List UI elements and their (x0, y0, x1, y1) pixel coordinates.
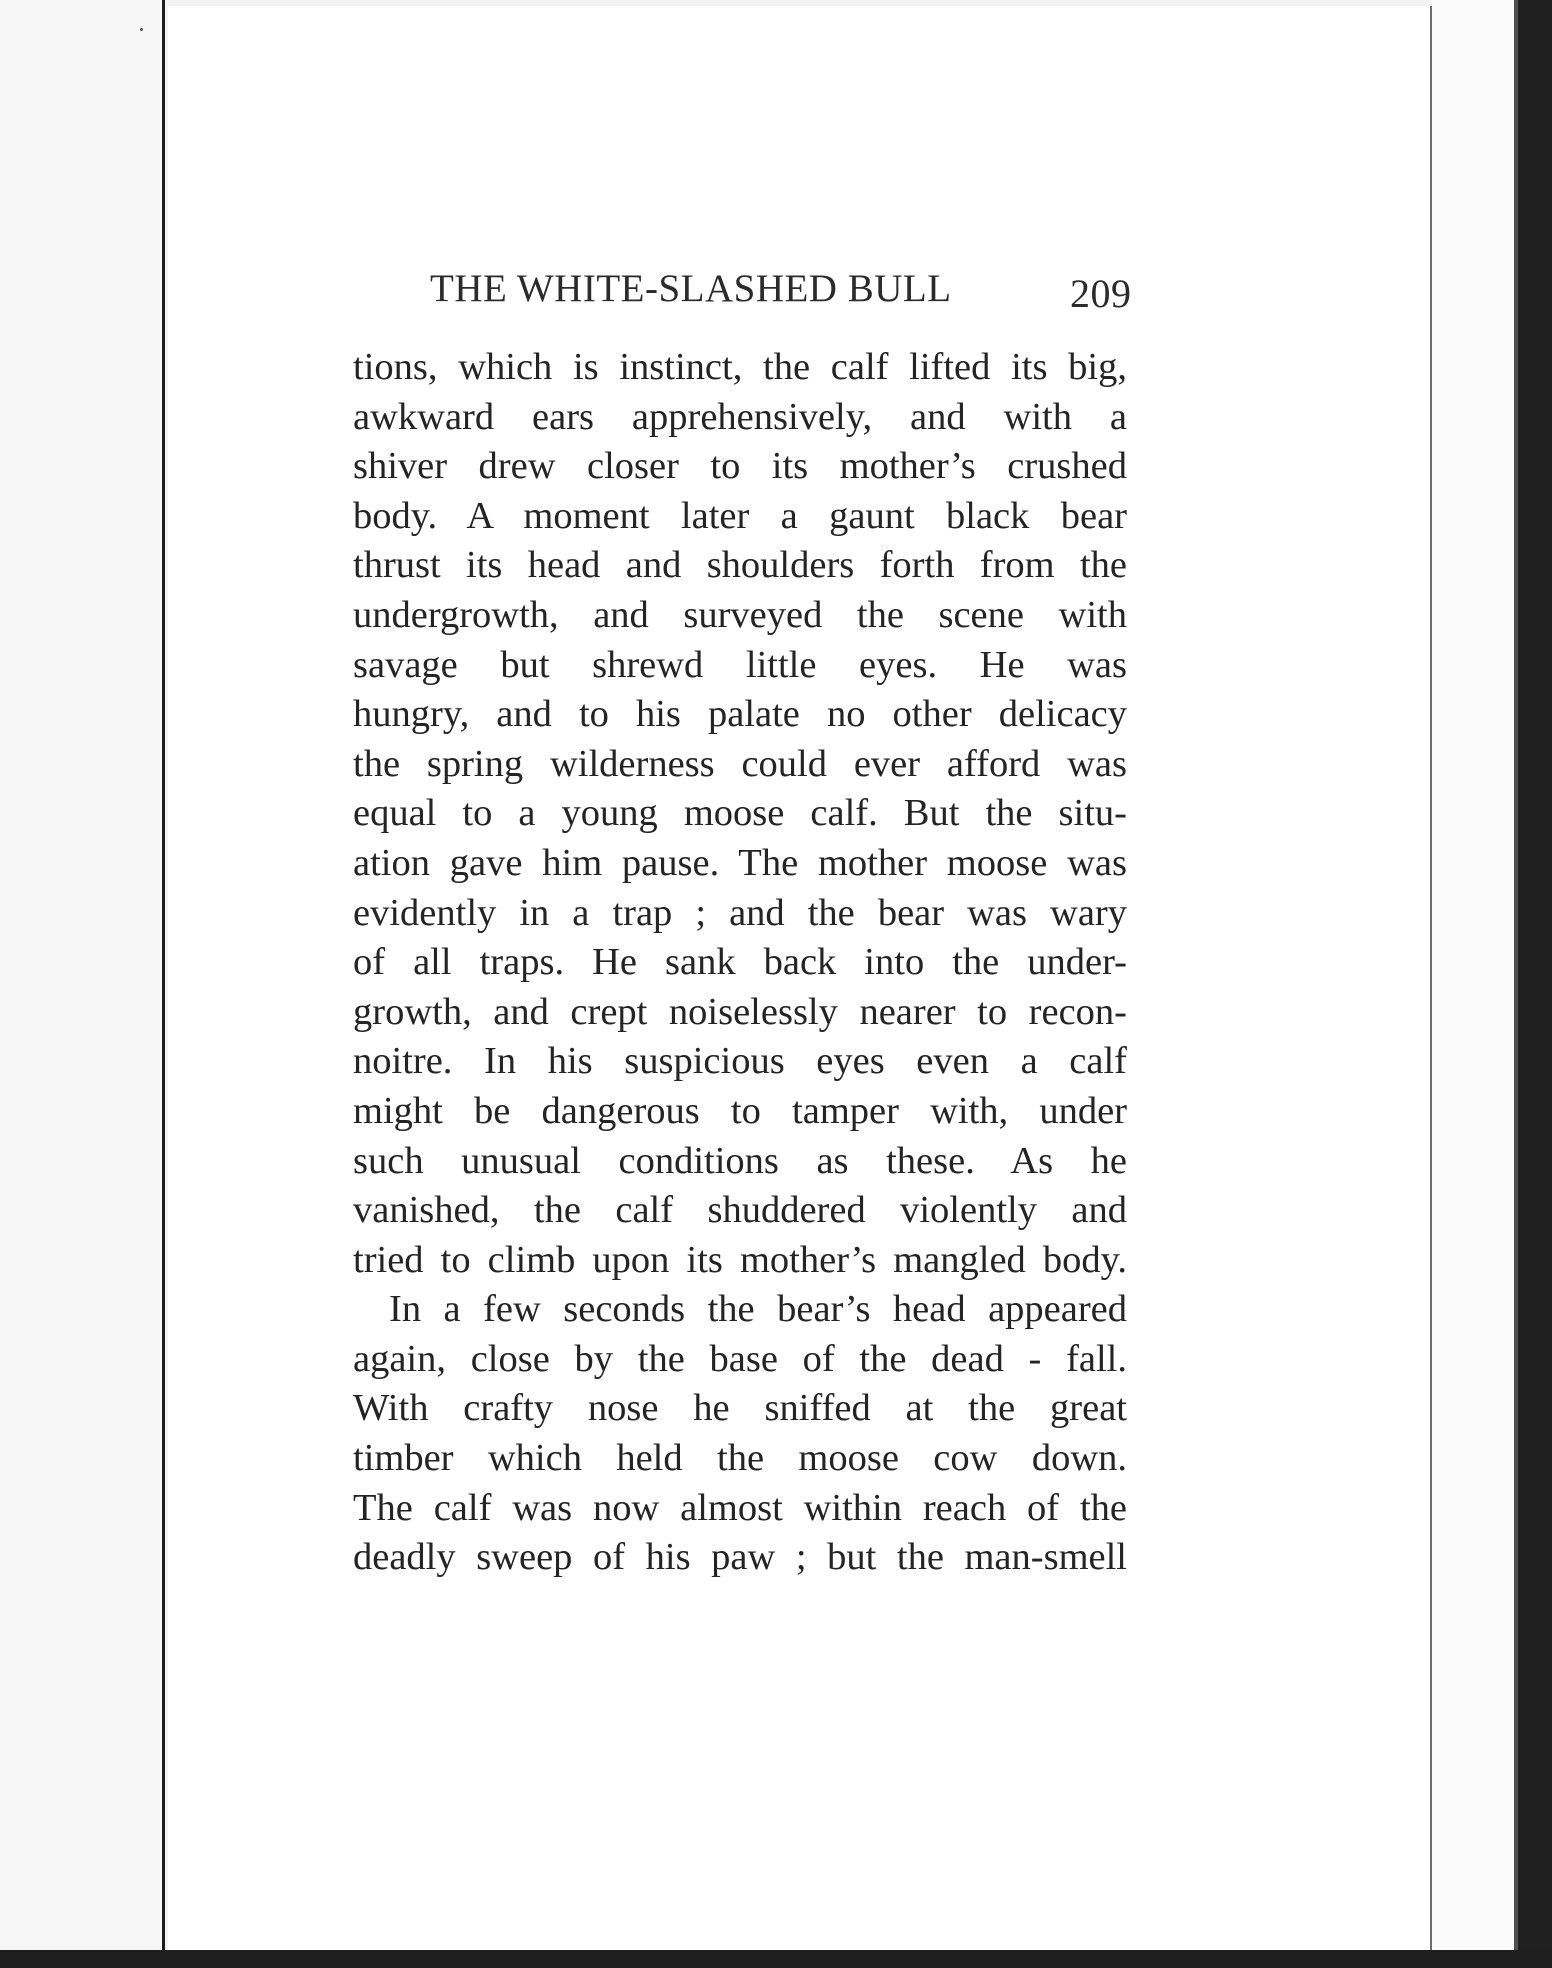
text-line: body. A moment later a gaunt black bear (353, 494, 1127, 537)
text-line: again, close by the base of the dead - fall. (353, 1337, 1127, 1380)
text-line: timber which held the moose cow down. (353, 1437, 1127, 1480)
page-edge-margin (1432, 0, 1518, 1968)
text-line: of all traps. He sank back into the under- (353, 941, 1127, 984)
text-line: noitre. In his suspicious eyes even a calf (353, 1040, 1127, 1083)
page-header (430, 266, 1130, 316)
page-number: 209 (1070, 271, 1132, 316)
running-head: THE WHITE-SLASHED BULL (430, 267, 952, 310)
text-line: vanished, the calf shuddered violently and (353, 1189, 1127, 1232)
body-text (353, 343, 1127, 1583)
text-line: growth, and crept noiselessly nearer to recon- (353, 990, 1127, 1033)
text-line: such unusual conditions as these. As he (353, 1139, 1127, 1182)
text-line: equal to a young moose calf. But the situ- (353, 792, 1127, 835)
text-line: deadly sweep of his paw ; but the man-smell (353, 1536, 1127, 1579)
text-line: thrust its head and shoulders forth from the (353, 544, 1127, 587)
text-line: hungry, and to his palate no other delicacy (353, 693, 1127, 736)
text-line: tions, which is instinct, the calf lifted its big, (353, 346, 1127, 388)
text-line: undergrowth, and surveyed the scene with (353, 593, 1127, 636)
text-line-paragraph-start: In a few seconds the bear’s head appeared (389, 1288, 1127, 1331)
text-line: evidently in a trap ; and the bear was wary (353, 891, 1127, 934)
scan-speck (140, 28, 143, 31)
scan-frame-bottom (0, 1950, 1552, 1968)
text-line: shiver drew closer to its mother’s crushed (353, 445, 1127, 488)
text-line: savage but shrewd little eyes. He was (353, 643, 1127, 686)
text-line: ation gave him pause. The mother moose was (353, 841, 1127, 884)
facing-page-edge (0, 0, 165, 1968)
text-line: tried to climb upon its mother’s mangled body. (353, 1238, 1127, 1281)
text-line: awkward ears apprehensively, and with a (353, 395, 1127, 438)
text-line: the spring wilderness could ever afford was (353, 742, 1127, 785)
text-line: With crafty nose he sniffed at the great (353, 1387, 1127, 1430)
text-line: The calf was now almost within reach of the (353, 1486, 1127, 1529)
text-line: might be dangerous to tamper with, under (353, 1089, 1127, 1132)
scan-frame-right (1518, 0, 1552, 1968)
